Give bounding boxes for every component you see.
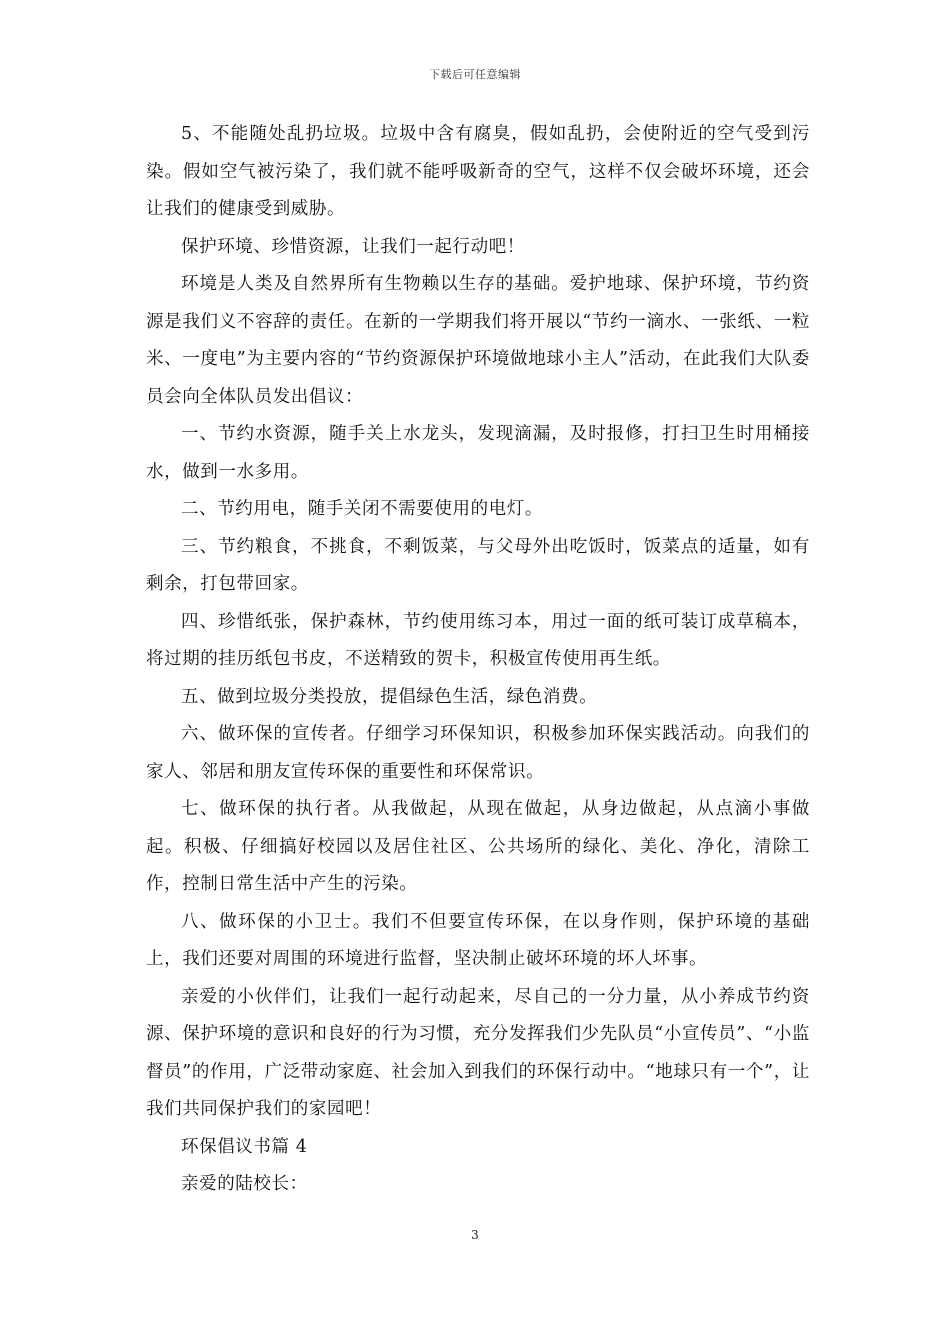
paragraph: 三、节约粮食，不挑食，不剩饭菜，与父母外出吃饭时，饭菜点的适量，如有剩余，打包带回家。	[146, 536, 810, 594]
paragraph: 5、不能随处乱扔垃圾。垃圾中含有腐臭，假如乱扔，会使附近的空气受到污染。假如空气被污染了，我们就不能呼吸新奇的空气，这样不仅会破坏环境，还会让我们的健康受到威胁。	[146, 124, 810, 219]
paragraph: 一、节约水资源，随手关上水龙头，发现滴漏，及时报修，打扫卫生时用桶接水，做到一水多用。	[146, 424, 810, 482]
document-body	[146, 116, 810, 1204]
paragraph: 二、节约用电，随手关闭不需要使用的电灯。	[181, 499, 543, 519]
paragraph: 保护环境、珍惜资源，让我们一起行动吧！	[181, 236, 525, 257]
paragraph: 八、做环保的小卫士。我们不但要宣传环保，在以身作则，保护环境的基础上，我们还要对周围的环境进行监督，坚决制止破坏环境的坏人坏事。	[146, 911, 810, 969]
section-heading: 环保倡议书篇 4	[181, 1136, 308, 1157]
paragraph: 七、做环保的执行者。从我做起，从现在做起，从身边做起，从点滴小事做起。积极、仔细搞好校园以及居住社区、公共场所的绿化、美化、净化，清除工作，控制日常生活中产生的污染。	[146, 799, 810, 894]
paragraph: 亲爱的小伙伴们，让我们一起行动起来，尽自己的一分力量，从小养成节约资源、保护环境的意识和良好的行为习惯，充分发挥我们少先队员“小宣传员”、“小监督员”的作用，广泛带动家庭、社会加入到我们的环保行动中。“地球只有一个”，让我们共同保护我们的家园吧！	[146, 986, 810, 1119]
paragraph: 六、做环保的宣传者。仔细学习环保知识，积极参加环保实践活动。向我们的家人、邻居和朋友宣传环保的重要性和环保常识。	[146, 724, 810, 782]
salutation: 亲爱的陆校长：	[181, 1174, 308, 1194]
paragraph: 五、做到垃圾分类投放，提倡绿色生活，绿色消费。	[181, 686, 598, 707]
page-number: 3	[471, 1228, 479, 1242]
paragraph: 环境是人类及自然界所有生物赖以生存的基础。爱护地球、保护环境，节约资源是我们义不容辞的责任。在新的一学期我们将开展以“节约一滴水、一张纸、一粒米、一度电”为主要内容的“节约资源保护环境做地球小主人”活动，在此我们大队委员会向全体队员发出倡议：	[146, 274, 810, 407]
header-note: 下载后可任意编辑	[429, 68, 521, 81]
paragraph: 四、珍惜纸张，保护森林，节约使用练习本，用过一面的纸可装订成草稿本，将过期的挂历纸包书皮，不送精致的贺卡，积极宣传使用再生纸。	[146, 611, 810, 669]
